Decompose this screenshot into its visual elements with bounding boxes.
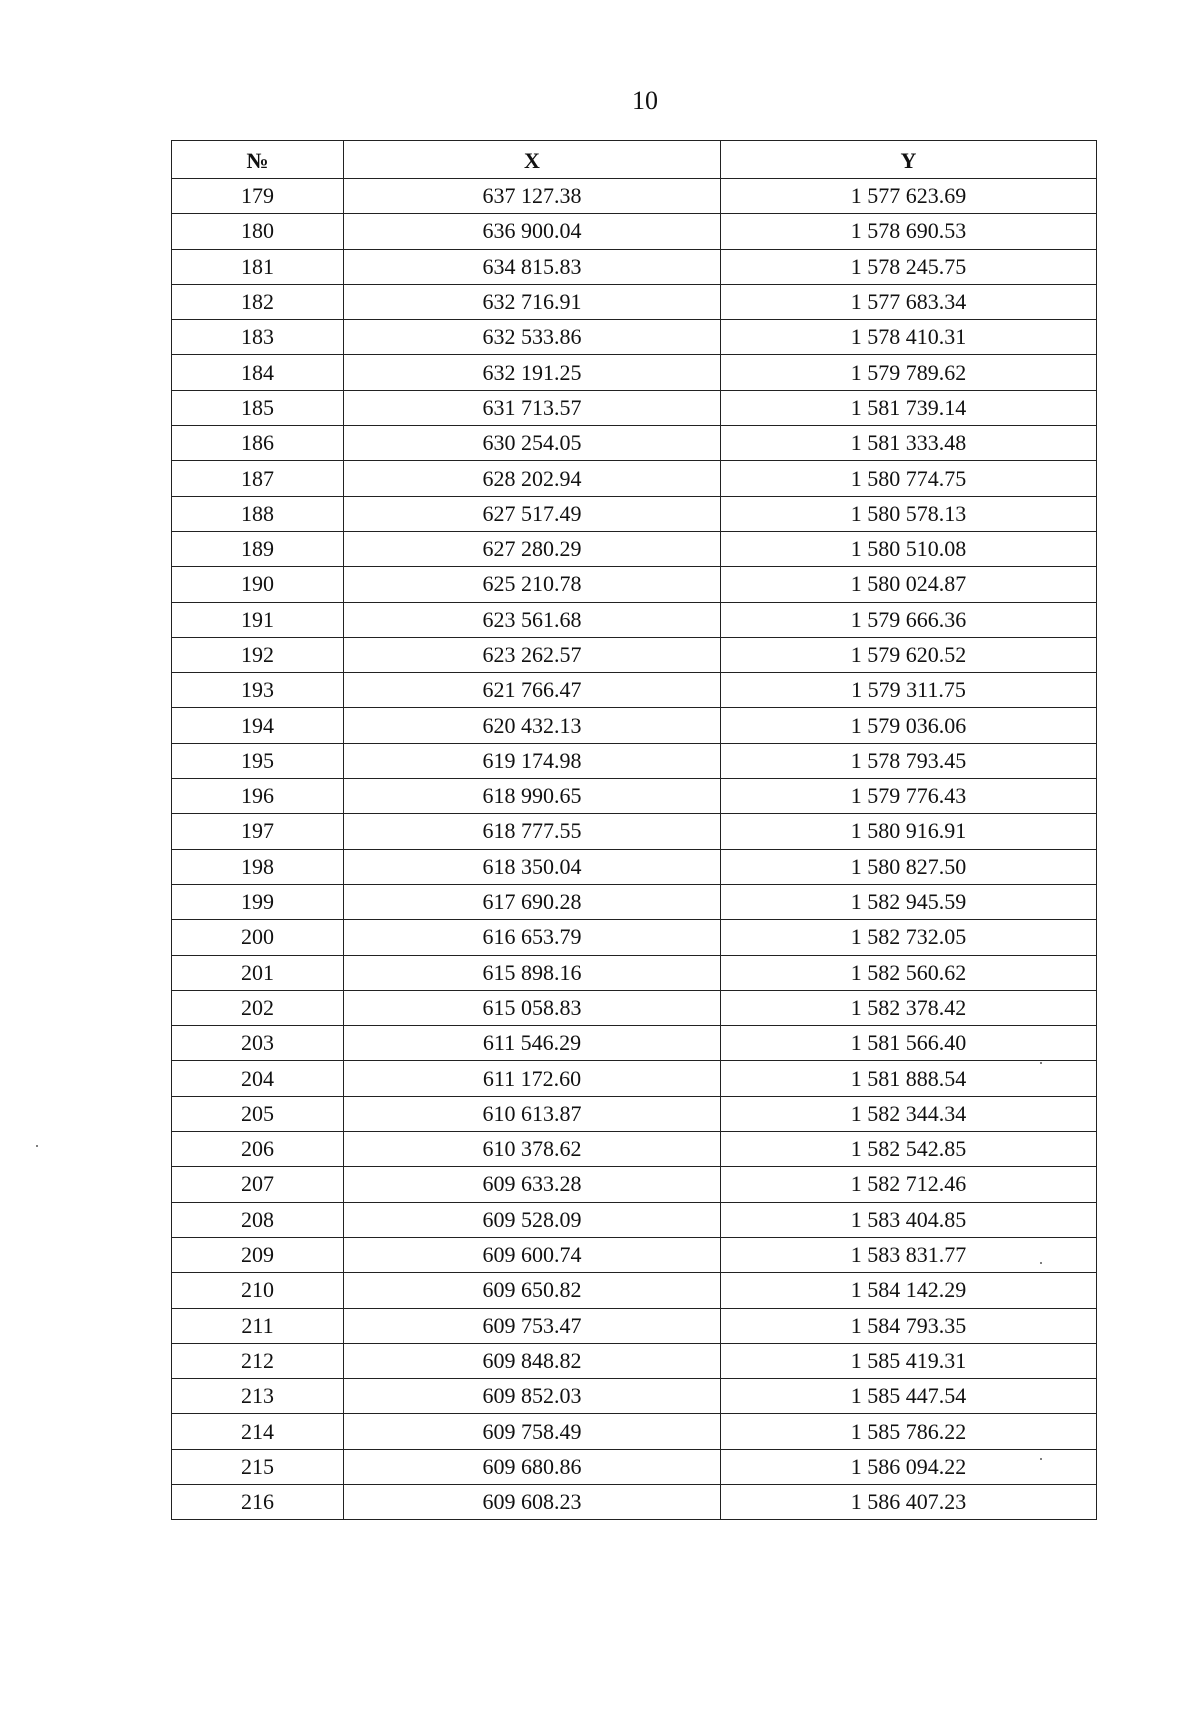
row-number-cell: 216 bbox=[172, 1484, 344, 1519]
row-number-cell: 202 bbox=[172, 990, 344, 1025]
table-row bbox=[172, 179, 1097, 214]
table-row bbox=[172, 1273, 1097, 1308]
y-coordinate-cell: 1 580 827.50 bbox=[721, 849, 1097, 884]
y-coordinate-cell: 1 586 094.22 bbox=[721, 1449, 1097, 1484]
y-coordinate-cell: 1 578 410.31 bbox=[721, 320, 1097, 355]
x-coordinate-cell: 610 378.62 bbox=[344, 1132, 721, 1167]
table-row bbox=[172, 496, 1097, 531]
row-number-cell: 204 bbox=[172, 1061, 344, 1096]
y-coordinate-cell: 1 579 620.52 bbox=[721, 637, 1097, 672]
row-number-cell: 193 bbox=[172, 673, 344, 708]
table-row bbox=[172, 849, 1097, 884]
x-coordinate-cell: 618 990.65 bbox=[344, 779, 721, 814]
row-number-cell: 201 bbox=[172, 955, 344, 990]
row-number-cell: 207 bbox=[172, 1167, 344, 1202]
table-row bbox=[172, 426, 1097, 461]
x-coordinate-cell: 609 600.74 bbox=[344, 1237, 721, 1272]
row-number-cell: 206 bbox=[172, 1132, 344, 1167]
y-coordinate-cell: 1 586 407.23 bbox=[721, 1484, 1097, 1519]
y-coordinate-cell: 1 584 142.29 bbox=[721, 1273, 1097, 1308]
row-number-cell: 205 bbox=[172, 1096, 344, 1131]
row-number-cell: 211 bbox=[172, 1308, 344, 1343]
y-coordinate-cell: 1 581 888.54 bbox=[721, 1061, 1097, 1096]
table-row bbox=[172, 708, 1097, 743]
row-number-cell: 195 bbox=[172, 743, 344, 778]
scan-speck bbox=[1040, 1062, 1042, 1064]
table-row bbox=[172, 1414, 1097, 1449]
y-coordinate-cell: 1 581 739.14 bbox=[721, 390, 1097, 425]
x-coordinate-cell: 627 517.49 bbox=[344, 496, 721, 531]
scan-speck bbox=[1040, 1458, 1042, 1460]
row-number-cell: 214 bbox=[172, 1414, 344, 1449]
table-row bbox=[172, 1237, 1097, 1272]
x-coordinate-cell: 628 202.94 bbox=[344, 461, 721, 496]
y-coordinate-cell: 1 579 036.06 bbox=[721, 708, 1097, 743]
y-coordinate-cell: 1 583 831.77 bbox=[721, 1237, 1097, 1272]
row-number-cell: 185 bbox=[172, 390, 344, 425]
table-row bbox=[172, 602, 1097, 637]
row-number-cell: 212 bbox=[172, 1343, 344, 1378]
y-coordinate-cell: 1 577 623.69 bbox=[721, 179, 1097, 214]
table-row bbox=[172, 1379, 1097, 1414]
x-coordinate-cell: 621 766.47 bbox=[344, 673, 721, 708]
row-number-cell: 198 bbox=[172, 849, 344, 884]
y-coordinate-cell: 1 585 786.22 bbox=[721, 1414, 1097, 1449]
table-row bbox=[172, 743, 1097, 778]
row-number-cell: 196 bbox=[172, 779, 344, 814]
row-number-cell: 210 bbox=[172, 1273, 344, 1308]
x-coordinate-cell: 617 690.28 bbox=[344, 884, 721, 919]
table-row bbox=[172, 884, 1097, 919]
table-row bbox=[172, 1449, 1097, 1484]
row-number-cell: 190 bbox=[172, 567, 344, 602]
table-row bbox=[172, 461, 1097, 496]
x-coordinate-cell: 609 608.23 bbox=[344, 1484, 721, 1519]
y-coordinate-cell: 1 582 945.59 bbox=[721, 884, 1097, 919]
header-x: X bbox=[344, 141, 721, 179]
y-coordinate-cell: 1 583 404.85 bbox=[721, 1202, 1097, 1237]
table-body bbox=[172, 179, 1097, 1520]
table-row bbox=[172, 990, 1097, 1025]
row-number-cell: 186 bbox=[172, 426, 344, 461]
row-number-cell: 203 bbox=[172, 1026, 344, 1061]
x-coordinate-cell: 618 777.55 bbox=[344, 814, 721, 849]
y-coordinate-cell: 1 585 419.31 bbox=[721, 1343, 1097, 1378]
y-coordinate-cell: 1 578 793.45 bbox=[721, 743, 1097, 778]
row-number-cell: 189 bbox=[172, 531, 344, 566]
y-coordinate-cell: 1 579 666.36 bbox=[721, 602, 1097, 637]
y-coordinate-cell: 1 580 024.87 bbox=[721, 567, 1097, 602]
table-row bbox=[172, 920, 1097, 955]
table-row bbox=[172, 1096, 1097, 1131]
x-coordinate-cell: 611 172.60 bbox=[344, 1061, 721, 1096]
x-coordinate-cell: 609 680.86 bbox=[344, 1449, 721, 1484]
y-coordinate-cell: 1 582 712.46 bbox=[721, 1167, 1097, 1202]
row-number-cell: 213 bbox=[172, 1379, 344, 1414]
y-coordinate-cell: 1 578 245.75 bbox=[721, 249, 1097, 284]
row-number-cell: 208 bbox=[172, 1202, 344, 1237]
y-coordinate-cell: 1 580 774.75 bbox=[721, 461, 1097, 496]
x-coordinate-cell: 634 815.83 bbox=[344, 249, 721, 284]
table-row bbox=[172, 1026, 1097, 1061]
y-coordinate-cell: 1 582 732.05 bbox=[721, 920, 1097, 955]
x-coordinate-cell: 631 713.57 bbox=[344, 390, 721, 425]
y-coordinate-cell: 1 580 916.91 bbox=[721, 814, 1097, 849]
row-number-cell: 194 bbox=[172, 708, 344, 743]
header-y: Y bbox=[721, 141, 1097, 179]
table-row bbox=[172, 567, 1097, 602]
table-row bbox=[172, 284, 1097, 319]
x-coordinate-cell: 623 262.57 bbox=[344, 637, 721, 672]
row-number-cell: 179 bbox=[172, 179, 344, 214]
row-number-cell: 183 bbox=[172, 320, 344, 355]
table-row bbox=[172, 673, 1097, 708]
y-coordinate-cell: 1 579 311.75 bbox=[721, 673, 1097, 708]
x-coordinate-cell: 619 174.98 bbox=[344, 743, 721, 778]
x-coordinate-cell: 632 533.86 bbox=[344, 320, 721, 355]
table-row bbox=[172, 355, 1097, 390]
x-coordinate-cell: 609 758.49 bbox=[344, 1414, 721, 1449]
row-number-cell: 197 bbox=[172, 814, 344, 849]
table-row bbox=[172, 637, 1097, 672]
table-row bbox=[172, 1132, 1097, 1167]
x-coordinate-cell: 609 848.82 bbox=[344, 1343, 721, 1378]
table-row bbox=[172, 1061, 1097, 1096]
x-coordinate-cell: 625 210.78 bbox=[344, 567, 721, 602]
x-coordinate-cell: 636 900.04 bbox=[344, 214, 721, 249]
table-row bbox=[172, 249, 1097, 284]
row-number-cell: 187 bbox=[172, 461, 344, 496]
x-coordinate-cell: 630 254.05 bbox=[344, 426, 721, 461]
x-coordinate-cell: 632 716.91 bbox=[344, 284, 721, 319]
table-row bbox=[172, 1167, 1097, 1202]
y-coordinate-cell: 1 580 578.13 bbox=[721, 496, 1097, 531]
y-coordinate-cell: 1 580 510.08 bbox=[721, 531, 1097, 566]
x-coordinate-cell: 610 613.87 bbox=[344, 1096, 721, 1131]
table-row bbox=[172, 779, 1097, 814]
x-coordinate-cell: 616 653.79 bbox=[344, 920, 721, 955]
table-header-row bbox=[172, 141, 1097, 179]
x-coordinate-cell: 609 528.09 bbox=[344, 1202, 721, 1237]
y-coordinate-cell: 1 578 690.53 bbox=[721, 214, 1097, 249]
x-coordinate-cell: 620 432.13 bbox=[344, 708, 721, 743]
x-coordinate-cell: 627 280.29 bbox=[344, 531, 721, 566]
table-row bbox=[172, 1484, 1097, 1519]
coordinates-table bbox=[171, 140, 1097, 1520]
table-row bbox=[172, 1343, 1097, 1378]
table-row bbox=[172, 1202, 1097, 1237]
y-coordinate-cell: 1 581 333.48 bbox=[721, 426, 1097, 461]
table-row bbox=[172, 320, 1097, 355]
y-coordinate-cell: 1 582 560.62 bbox=[721, 955, 1097, 990]
x-coordinate-cell: 615 058.83 bbox=[344, 990, 721, 1025]
table-row bbox=[172, 214, 1097, 249]
row-number-cell: 188 bbox=[172, 496, 344, 531]
x-coordinate-cell: 609 753.47 bbox=[344, 1308, 721, 1343]
row-number-cell: 191 bbox=[172, 602, 344, 637]
y-coordinate-cell: 1 579 789.62 bbox=[721, 355, 1097, 390]
y-coordinate-cell: 1 584 793.35 bbox=[721, 1308, 1097, 1343]
row-number-cell: 209 bbox=[172, 1237, 344, 1272]
y-coordinate-cell: 1 577 683.34 bbox=[721, 284, 1097, 319]
x-coordinate-cell: 623 561.68 bbox=[344, 602, 721, 637]
row-number-cell: 215 bbox=[172, 1449, 344, 1484]
scan-speck bbox=[36, 1145, 38, 1147]
row-number-cell: 184 bbox=[172, 355, 344, 390]
page-number: 10 bbox=[632, 86, 658, 115]
row-number-cell: 200 bbox=[172, 920, 344, 955]
y-coordinate-cell: 1 582 344.34 bbox=[721, 1096, 1097, 1131]
table-row bbox=[172, 390, 1097, 425]
x-coordinate-cell: 609 852.03 bbox=[344, 1379, 721, 1414]
table-row bbox=[172, 814, 1097, 849]
x-coordinate-cell: 632 191.25 bbox=[344, 355, 721, 390]
y-coordinate-cell: 1 582 378.42 bbox=[721, 990, 1097, 1025]
row-number-cell: 180 bbox=[172, 214, 344, 249]
table-row bbox=[172, 1308, 1097, 1343]
y-coordinate-cell: 1 579 776.43 bbox=[721, 779, 1097, 814]
row-number-cell: 192 bbox=[172, 637, 344, 672]
y-coordinate-cell: 1 585 447.54 bbox=[721, 1379, 1097, 1414]
scan-speck bbox=[1040, 1262, 1042, 1264]
x-coordinate-cell: 615 898.16 bbox=[344, 955, 721, 990]
y-coordinate-cell: 1 581 566.40 bbox=[721, 1026, 1097, 1061]
row-number-cell: 182 bbox=[172, 284, 344, 319]
x-coordinate-cell: 637 127.38 bbox=[344, 179, 721, 214]
x-coordinate-cell: 611 546.29 bbox=[344, 1026, 721, 1061]
x-coordinate-cell: 618 350.04 bbox=[344, 849, 721, 884]
y-coordinate-cell: 1 582 542.85 bbox=[721, 1132, 1097, 1167]
x-coordinate-cell: 609 633.28 bbox=[344, 1167, 721, 1202]
table-row bbox=[172, 531, 1097, 566]
header-number: № bbox=[172, 141, 344, 179]
x-coordinate-cell: 609 650.82 bbox=[344, 1273, 721, 1308]
table-row bbox=[172, 955, 1097, 990]
row-number-cell: 199 bbox=[172, 884, 344, 919]
row-number-cell: 181 bbox=[172, 249, 344, 284]
